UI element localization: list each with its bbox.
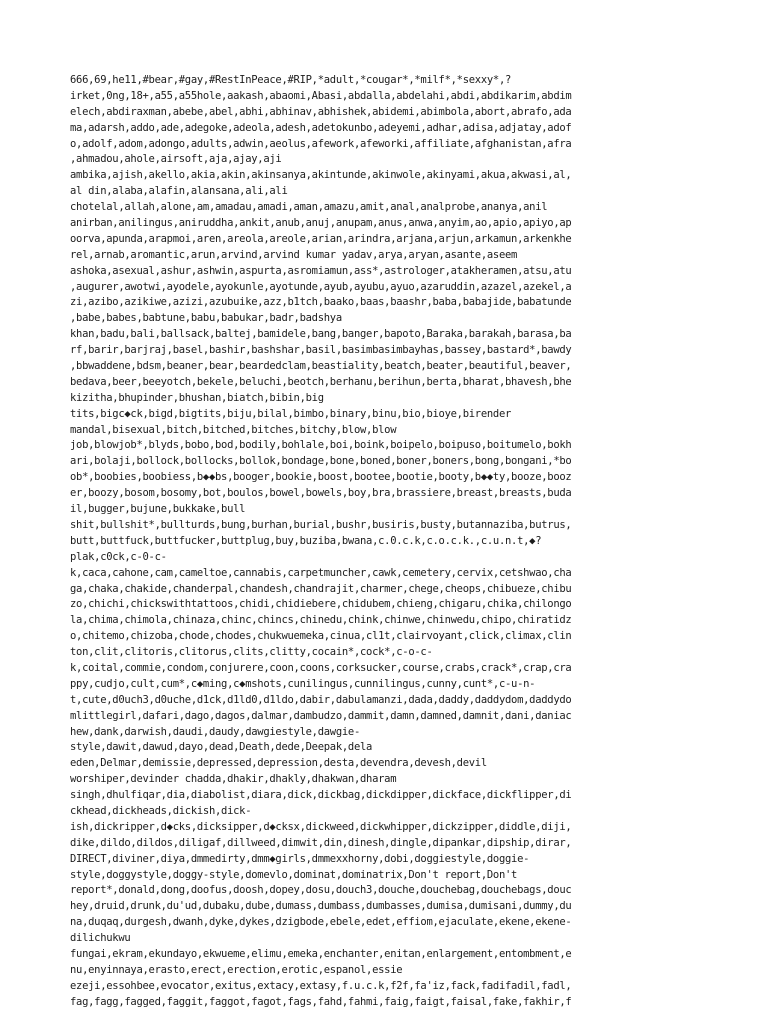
text-line: o,adolf,adom,adongo,adults,adwin,aeolus,afework,afeworki,affiliate,afghanistan,afra [70,137,572,150]
text-line: job,blowjob*,blyds,bobo,bod,bodily,bohlale,boi,boink,boipelo,boipuso,boitumelo,bokh [70,439,572,452]
text-line: er,boozy,bosom,bosomy,bot,boulos,bowel,bowels,boy,bra,brassiere,breast,breasts,buda [70,487,572,500]
text-line: chotelal,allah,alone,am,amadau,amadi,aman,amazu,amit,anal,analprobe,ananya,anil [70,201,548,214]
text-line: il,bugger,bujune,bukkake,bull [70,503,246,516]
text-line: anirban,anilingus,aniruddha,ankit,anub,anuj,anupam,anus,anwa,anyim,ao,apio,apiyo,ap [70,217,572,230]
text-line: k,coital,commie,condom,conjurere,coon,coons,corksucker,course,crabs,crack*,crap,cra [70,661,572,674]
text-line: style,dawit,dawud,dayo,dead,Death,dede,Deepak,dela [70,741,373,754]
text-line: ish,dickripper,d◆cks,dicksipper,d◆cksx,dickweed,dickwhipper,dickzipper,diddle,diji, [70,820,572,833]
text-line: DIRECT,diviner,diya,dmmedirty,dmm◆girls,dmmexxhorny,dobi,doggiestyle,doggie- [70,852,530,865]
text-line: eden,Delmar,demissie,depressed,depression,desta,devendra,devesh,devil [70,757,487,770]
text-line: ,augurer,awotwi,ayodele,ayokunle,ayotunde,ayub,ayubu,ayuo,azaruddin,azazel,azekel,a [70,280,572,293]
text-line: elech,abdiraxman,abebe,abel,abhi,abhinav,abhishek,abidemi,abimbola,abort,abrafo,ada [70,105,572,118]
text-line: mlittlegirl,dafari,dago,dagos,dalmar,dambudzo,dammit,damn,damned,damnit,dani,daniac [70,709,572,722]
text-line: rel,arnab,aromantic,arun,arvind,arvind kumar yadav,arya,aryan,asante,aseem [70,248,518,261]
text-line: ga,chaka,chakide,chanderpal,chandesh,chandrajit,charmer,chege,cheops,chibueze,chibu [70,582,572,595]
text-line: ezeji,essohbee,evocator,exitus,extacy,extasy,f.u.c.k,f2f,fa'iz,fack,fadifadil,fadl, [70,979,572,992]
text-line: mandal,bisexual,bitch,bitched,bitches,bitchy,blow,blow [70,423,397,436]
text-line: al din,alaba,alafin,alansana,ali,ali [70,185,288,198]
text-line: worshiper,devinder chadda,dhakir,dhakly,dhakwan,dharam [70,773,397,786]
text-line: zi,azibo,azikiwe,azizi,azubuike,azz,b1tch,baako,baas,baashr,baba,babajide,babatunde [70,296,572,309]
text-line: kizitha,bhupinder,bhushan,biatch,bibin,big [70,391,324,404]
text-line: k,caca,cahone,cam,cameltoe,cannabis,carpetmuncher,cawk,cemetery,cervix,cetshwao,cha [70,566,572,579]
text-line: ma,adarsh,addo,ade,adegoke,adeola,adesh,adetokunbo,adeyemi,adhar,adisa,adjatay,adof [70,121,572,134]
text-line: rf,barir,barjraj,basel,bashir,bashshar,basil,basimbasimbayhas,bassey,bastard*,bawdy [70,344,572,357]
text-line: plak,c0ck,c-0-c- [70,550,167,563]
text-line: fag,fagg,fagged,faggit,faggot,fagot,fags,fahd,fahmi,faig,faigt,faisal,fake,fakhir,f [70,995,572,1008]
text-line: ashoka,asexual,ashur,ashwin,aspurta,asromiamun,ass*,astrologer,atakheramen,atsu,atu [70,264,572,277]
text-line: ,bbwaddene,bdsm,beaner,bear,beardedclam,beastiality,beatch,beater,beautiful,beaver, [70,360,572,373]
text-line: la,chima,chimola,chinaza,chinc,chincs,chinedu,chink,chinwe,chinwedu,chipo,chiratidz [70,614,572,627]
text-line: ,babe,babes,babtune,babu,babukar,badr,badshya [70,312,342,325]
document-page [70,73,700,1011]
text-line: ton,clit,clitoris,clitorus,clits,clitty,cocain*,cock*,c-o-c- [70,646,433,659]
text-line: butt,buttfuck,buttfucker,buttplug,buy,buziba,bwana,c.0.c.k,c.o.c.k.,c.u.n.t,◆? [70,534,542,547]
text-line: bedava,beer,beeyotch,bekele,beluchi,beotch,berhanu,berihun,berta,bharat,bhavesh,bhe [70,375,572,388]
text-line: singh,dhulfiqar,dia,diabolist,diara,dick,dickbag,dickdipper,dickface,dickflipper,di [70,789,572,802]
text-line: khan,badu,bali,ballsack,baltej,bamidele,bang,banger,bapoto,Baraka,barakah,barasa,ba [70,328,572,341]
text-line: ari,bolaji,bollock,bollocks,bollok,bondage,bone,boned,boner,boners,bong,bongani,*bo [70,455,572,468]
text-line: ,ahmadou,ahole,airsoft,aja,ajay,aji [70,153,282,166]
text-line: ob*,boobies,boobiess,b◆◆bs,booger,bookie,boost,bootee,bootie,booty,b◆◆ty,booze,booz [70,471,572,484]
text-line: hew,dank,darwish,daudi,daudy,dawgiestyle,dawgie- [70,725,360,738]
text-line: dike,dildo,dildos,diligaf,dillweed,dimwit,din,dinesh,dingle,dipankar,dipship,dirar, [70,836,572,849]
text-line: nu,enyinnaya,erasto,erect,erection,erotic,espanol,essie [70,963,403,976]
text-line: ambika,ajish,akello,akia,akin,akinsanya,akintunde,akinwole,akinyami,akua,akwasi,al, [70,169,572,182]
text-line: shit,bullshit*,bullturds,bung,burhan,burial,bushr,busiris,busty,butannaziba,butrus, [70,518,572,531]
text-line: irket,0ng,18+,a55,a55hole,aakash,abaomi,Abasi,abdalla,abdelahi,abdi,abdikarim,abdim [70,89,572,102]
text-line: ckhead,dickheads,dickish,dick- [70,804,252,817]
text-line: ppy,cudjo,cult,cum*,c◆ming,c◆mshots,cunilingus,cunnilingus,cunny,cunt*,c-u-n- [70,677,536,690]
text-line: report*,donald,dong,doofus,doosh,dopey,dosu,douch3,douche,douchebag,douchebags,douc [70,884,572,897]
text-line: hey,druid,drunk,du'ud,dubaku,dube,dumass,dumbass,dumbasses,dumisa,dumisani,dummy,du [70,900,572,913]
text-line: fungai,ekram,ekundayo,ekwueme,elimu,emeka,enchanter,enitan,enlargement,entombment,e [70,947,572,960]
text-line: zo,chichi,chickswithtattoos,chidi,chidiebere,chidubem,chieng,chigaru,chika,chilongo [70,598,572,611]
text-line: style,doggystyle,doggy-style,domevlo,dominat,dominatrix,Don't report,Don't [70,868,518,881]
text-line: na,duqaq,durgesh,dwanh,dyke,dykes,dzigbode,ebele,edet,effiom,ejaculate,ekene,ekene- [70,916,572,929]
text-line: t,cute,d0uch3,d0uche,d1ck,d1ld0,d1ldo,dabir,dabulamanzi,dada,daddy,daddydom,daddydo [70,693,572,706]
text-line: oorva,apunda,arapmoi,aren,areola,areole,arian,arindra,arjana,arjun,arkamun,arkenkhe [70,232,572,245]
text-line: 666,69,he11,#bear,#gay,#RestInPeace,#RIP,*adult,*cougar*,*milf*,*sexxy*,? [70,74,512,86]
text-line: tits,bigc◆ck,bigd,bigtits,biju,bilal,bimbo,binary,binu,bio,bioye,birender [70,407,512,420]
text-line: dilichukwu [70,932,131,945]
text-line: o,chitemo,chizoba,chode,chodes,chukwuemeka,cinua,cl1t,clairvoyant,click,climax,clin [70,630,572,643]
